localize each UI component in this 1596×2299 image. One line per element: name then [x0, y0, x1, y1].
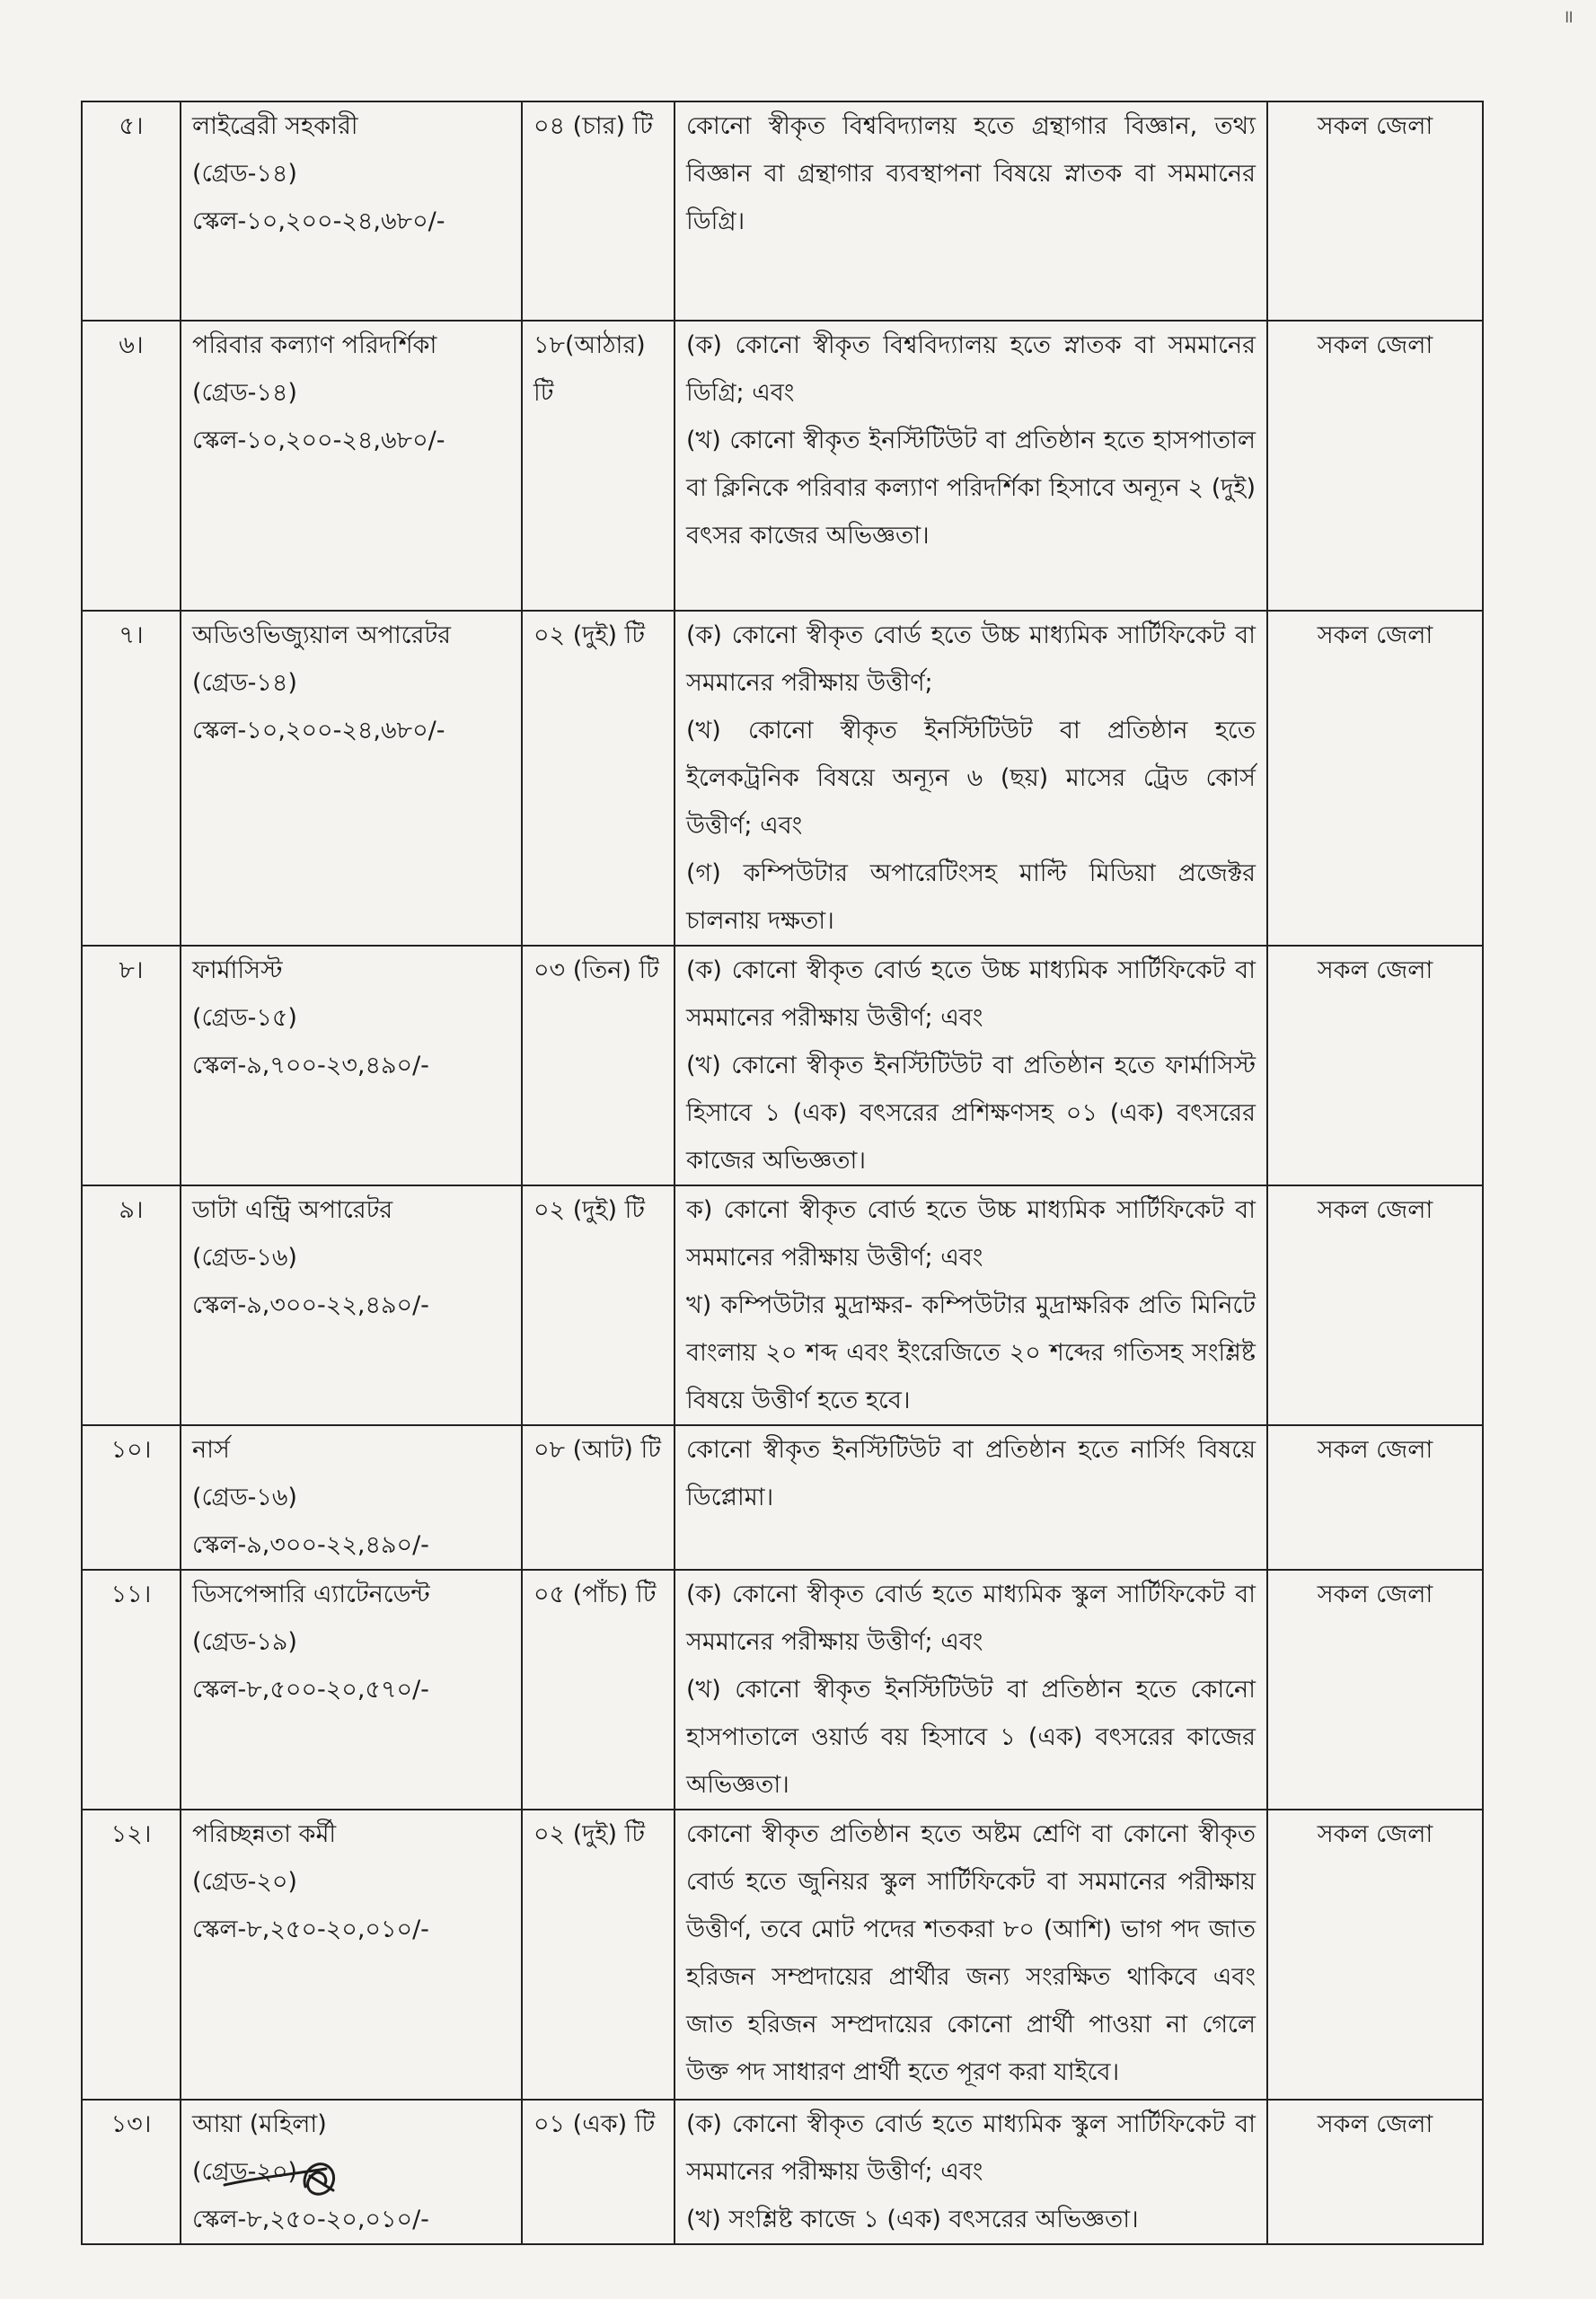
qualification-item: ক) কোনো স্বীকৃত বোর্ড হতে উচ্চ মাধ্যমিক সার্টিফিকেট বা সমমানের পরীক্ষায় উত্তীর্ণ; এবং [686, 1196, 1256, 1272]
qualification-item: (খ) কোনো স্বীকৃত ইনস্টিটিউট বা প্রতিষ্ঠান হতে হাসপাতাল বা ক্লিনিকে পরিবার কল্যাণ পরিদর্শিকা হিসাবে অন্যূন ২ (দুই) বৎসর কাজের অভিজ্ঞতা। [686, 427, 1256, 550]
job-vacancy-table [81, 101, 1484, 2245]
table-row [82, 946, 1483, 1185]
post-name: লাইব্রেরী সহকারী [192, 112, 358, 140]
district-quota-cell: সকল জেলা [1267, 611, 1483, 946]
district-quota-cell: সকল জেলা [1267, 946, 1483, 1185]
post-cell [181, 1425, 522, 1570]
post-cell [181, 101, 522, 321]
post-grade: (গ্রেড-১৪) [192, 160, 297, 188]
qualification-item: (ক) কোনো স্বীকৃত বোর্ড হতে উচ্চ মাধ্যমিক সার্টিফিকেট বা সমমানের পরীক্ষায় উত্তীর্ণ; [686, 621, 1256, 697]
qualification-item: (খ) কোনো স্বীকৃত ইনস্টিটিউট বা প্রতিষ্ঠান হতে ইলেকট্রনিক বিষয়ে অন্যূন ৬ (ছয়) মাসের ট্রেড কোর্স উত্তীর্ণ; এবং [686, 717, 1256, 840]
qualification-item: (ক) কোনো স্বীকৃত বোর্ড হতে উচ্চ মাধ্যমিক সার্টিফিকেট বা সমমানের পরীক্ষায় উত্তীর্ণ; এবং [686, 956, 1256, 1032]
post-grade: (গ্রেড-১৬) [192, 1244, 297, 1272]
qualification-cell [675, 1185, 1267, 1425]
qualification-item: (খ) কোনো স্বীকৃত ইনস্টিটিউট বা প্রতিষ্ঠান হতে কোনো হাসপাতালে ওয়ার্ড বয় হিসাবে ১ (এক) বৎসরের কাজের অভিজ্ঞতা। [686, 1676, 1256, 1799]
serial-cell: ৮। [82, 946, 181, 1185]
qualification-item: (খ) কোনো স্বীকৃত ইনস্টিটিউট বা প্রতিষ্ঠান হতে ফার্মাসিস্ট হিসাবে ১ (এক) বৎসরের প্রশিক্ষণসহ ০১ (এক) বৎসরের কাজের অভিজ্ঞতা। [686, 1052, 1256, 1175]
post-name: ফার্মাসিস্ট [192, 956, 283, 984]
signature [220, 2142, 355, 2205]
page-corner-mark: ॥ [1563, 5, 1574, 27]
district-quota-cell: সকল জেলা [1267, 1425, 1483, 1570]
table-row [82, 1570, 1483, 1810]
post-scale: স্কেল-৯,৩০০-২২,৪৯০/- [192, 1531, 429, 1559]
serial-cell: ৯। [82, 1185, 181, 1425]
serial-cell: ৫। [82, 101, 181, 321]
post-name: নার্স [192, 1436, 230, 1464]
qualification-cell [675, 1810, 1267, 2100]
district-quota-cell: সকল জেলা [1267, 1570, 1483, 1810]
post-scale: স্কেল-৯,৩০০-২২,৪৯০/- [192, 1291, 429, 1319]
table-row [82, 101, 1483, 321]
table-row [82, 611, 1483, 946]
post-grade: (গ্রেড-১৬) [192, 1484, 297, 1511]
qualification-item: খ) কম্পিউটার মুদ্রাক্ষর- কম্পিউটার মুদ্রাক্ষরিক প্রতি মিনিটে বাংলায় ২০ শব্দ এবং ইংরেজিতে ২০ শব্দের গতিসহ সংশ্লিষ্ট বিষয়ে উত্তীর্ণ হতে হবে। [686, 1291, 1256, 1414]
qualification-cell [675, 611, 1267, 946]
post-cell [181, 1185, 522, 1425]
district-quota-cell: সকল জেলা [1267, 1185, 1483, 1425]
serial-cell: ১১। [82, 1570, 181, 1810]
vacancy-count-cell: ১৮(আঠার) টি [522, 321, 675, 611]
table-row [82, 1185, 1483, 1425]
post-grade: (গ্রেড-১৫) [192, 1004, 297, 1032]
qualification-item: (খ) সংশ্লিষ্ট কাজে ১ (এক) বৎসরের অভিজ্ঞতা। [686, 2206, 1139, 2233]
qualification-item: কোনো স্বীকৃত প্রতিষ্ঠান হতে অষ্টম শ্রেণি বা কোনো স্বীকৃত বোর্ড হতে জুনিয়র স্কুল সার্টিফিকেট বা সমমানের পরীক্ষায় উত্তীর্ণ, তবে মোট পদের শতকরা ৮০ (আশি) ভাগ পদ জাত হরিজন সম্প্রদায়ের প্রার্থীর জন্য সংরক্ষিত থাকিবে এবং জাত হরিজন সম্প্রদায়ের কোনো প্রার্থী পাওয়া না গেলে উক্ত পদ সাধারণ প্রার্থী হতে পূরণ করা যাইবে। [686, 1820, 1256, 2086]
serial-cell: ৭। [82, 611, 181, 946]
post-grade: (গ্রেড-২০) [192, 1868, 297, 1896]
qualification-item: (ক) কোনো স্বীকৃত বোর্ড হতে মাধ্যমিক স্কুল সার্টিফিকেট বা সমমানের পরীক্ষায় উত্তীর্ণ; এবং [686, 2110, 1256, 2186]
post-cell [181, 611, 522, 946]
post-scale: স্কেল-৯,৭০০-২৩,৪৯০/- [192, 1052, 429, 1079]
district-quota-cell: সকল জেলা [1267, 2100, 1483, 2244]
qualification-cell [675, 1570, 1267, 1810]
qualification-cell [675, 946, 1267, 1185]
qualification-cell [675, 321, 1267, 611]
qualification-cell [675, 2100, 1267, 2244]
post-name: ডাটা এন্ট্রি অপারেটর [192, 1196, 393, 1224]
district-quota-cell: সকল জেলা [1267, 1810, 1483, 2100]
serial-cell: ১৩। [82, 2100, 181, 2244]
qualification-item: কোনো স্বীকৃত বিশ্ববিদ্যালয় হতে গ্রন্থাগার বিজ্ঞান, তথ্য বিজ্ঞান বা গ্রন্থাগার ব্যবস্থাপনা বিষয়ে স্নাতক বা সমমানের ডিগ্রি। [686, 112, 1256, 235]
post-name: অডিওভিজ্যুয়াল অপারেটর [192, 621, 451, 649]
vacancy-count-cell: ০২ (দুই) টি [522, 1810, 675, 2100]
qualification-cell [675, 1425, 1267, 1570]
serial-cell: ১০। [82, 1425, 181, 1570]
post-name: পরিবার কল্যাণ পরিদর্শিকা [192, 331, 437, 359]
vacancy-count-cell: ০৫ (পাঁচ) টি [522, 1570, 675, 1810]
post-cell [181, 1810, 522, 2100]
post-cell [181, 321, 522, 611]
post-scale: স্কেল-৮,৫০০-২০,৫৭০/- [192, 1676, 429, 1704]
vacancy-count-cell: ০২ (দুই) টি [522, 1185, 675, 1425]
post-grade: (গ্রেড-১৪) [192, 379, 297, 407]
post-scale: স্কেল-১০,২০০-২৪,৬৮০/- [192, 427, 445, 454]
table-row [82, 1810, 1483, 2100]
post-name: পরিচ্ছন্নতা কর্মী [192, 1820, 337, 1848]
qualification-item: কোনো স্বীকৃত ইনস্টিটিউট বা প্রতিষ্ঠান হতে নার্সিং বিষয়ে ডিপ্লোমা। [686, 1436, 1256, 1511]
post-name: ডিসপেন্সারি এ্যাটেনডেন্ট [192, 1581, 430, 1608]
post-scale: স্কেল-৮,২৫০-২০,০১০/- [192, 2206, 429, 2233]
vacancy-count-cell: ০২ (দুই) টি [522, 611, 675, 946]
vacancy-count-cell: ০১ (এক) টি [522, 2100, 675, 2244]
post-scale: স্কেল-৮,২৫০-২০,০১০/- [192, 1916, 429, 1943]
post-grade: (গ্রেড-২০) [192, 2158, 297, 2186]
table-row [82, 321, 1483, 611]
post-cell [181, 1570, 522, 1810]
qualification-item: (গ) কম্পিউটার অপারেটিংসহ মাল্টি মিডিয়া প্রজেক্টর চালনায় দক্ষতা। [686, 859, 1256, 935]
post-scale: স্কেল-১০,২০০-২৪,৬৮০/- [192, 717, 445, 744]
qualification-cell [675, 101, 1267, 321]
post-scale: স্কেল-১০,২০০-২৪,৬৮০/- [192, 207, 445, 235]
vacancy-count-cell: ০৩ (তিন) টি [522, 946, 675, 1185]
post-grade: (গ্রেড-১৪) [192, 669, 297, 697]
vacancy-count-cell: ০৪ (চার) টি [522, 101, 675, 321]
post-name: আয়া (মহিলা) [192, 2110, 327, 2138]
table-row [82, 1425, 1483, 1570]
serial-cell: ৬। [82, 321, 181, 611]
post-cell [181, 946, 522, 1185]
post-grade: (গ্রেড-১৯) [192, 1628, 297, 1656]
district-quota-cell: সকল জেলা [1267, 101, 1483, 321]
qualification-item: (ক) কোনো স্বীকৃত বোর্ড হতে মাধ্যমিক স্কুল সার্টিফিকেট বা সমমানের পরীক্ষায় উত্তীর্ণ; এবং [686, 1581, 1256, 1656]
serial-cell: ১২। [82, 1810, 181, 2100]
district-quota-cell: সকল জেলা [1267, 321, 1483, 611]
qualification-item: (ক) কোনো স্বীকৃত বিশ্ববিদ্যালয় হতে স্নাতক বা সমমানের ডিগ্রি; এবং [686, 331, 1256, 407]
vacancy-count-cell: ০৮ (আট) টি [522, 1425, 675, 1570]
